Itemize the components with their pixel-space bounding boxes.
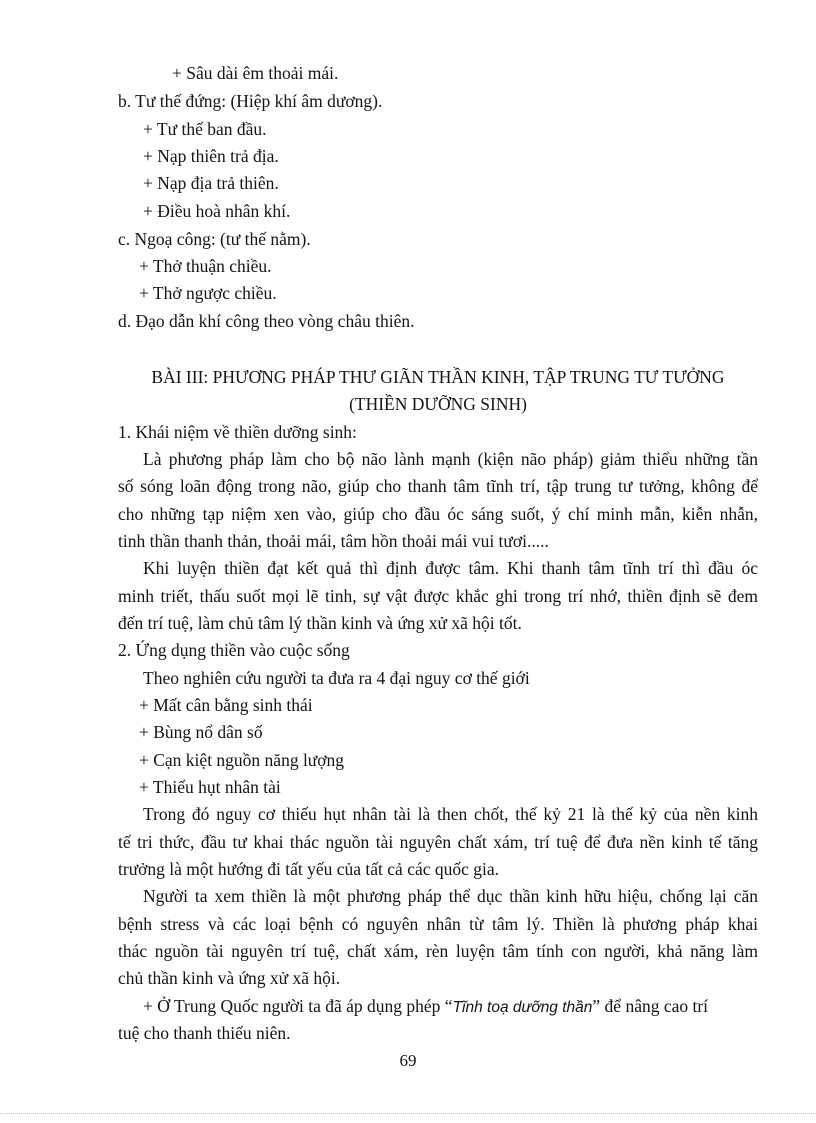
paragraph-line: cho những tạp niệm xen vào, giúp cho đầu óc sáng suốt, ý chí minh mẫn, kiễn nhẫn, xyxy=(118,504,758,524)
subsection-heading-c: c. Ngoạ công: (tư thế nằm). xyxy=(118,229,311,249)
paragraph-line: Là phương pháp làm cho bộ não lành mạnh (kiện não pháp) giảm thiểu những tần xyxy=(143,449,758,469)
section-heading-2: 2. Ứng dụng thiền vào cuộc sống xyxy=(118,640,350,660)
quoted-term: Tĩnh toạ dưỡng thần xyxy=(452,999,593,1016)
paragraph-line: minh triết, thấu suốt mọi lẽ tinh, sự vật được khắc ghi trong trí nhớ, thiền định sẽ đem xyxy=(118,586,758,606)
paragraph-line: Khi luyện thiền đạt kết quả thì định được tâm. Khi thanh tâm tĩnh trí thì đầu óc xyxy=(143,558,758,578)
list-item: + Thiếu hụt nhân tài xyxy=(139,777,281,797)
paragraph-line: chủ thần kinh và ứng xử xã hội. xyxy=(118,968,341,988)
list-item: + Thở ngược chiều. xyxy=(139,283,277,303)
subsection-heading-b: b. Tư thế đứng: (Hiệp khí âm dương). xyxy=(118,91,383,111)
paragraph-line: tuệ cho thanh thiếu niên. xyxy=(118,1023,291,1043)
list-item: + Nạp địa trả thiên. xyxy=(143,173,279,193)
lesson-title: BÀI III: PHƯƠNG PHÁP THƯ GIÃN THẦN KINH, TẬP TRUNG TƯ TƯỞNG xyxy=(151,367,725,387)
list-item: + Nạp thiên trả địa. xyxy=(143,146,279,166)
paragraph-line: đến trí tuệ, làm chủ tâm lý thần kinh và ứng xử xã hội tốt. xyxy=(118,613,522,633)
list-item: + Thở thuận chiều. xyxy=(139,256,272,276)
list-item: + Bùng nổ dân số xyxy=(139,722,263,742)
section-heading-1: 1. Khái niệm về thiền dưỡng sinh: xyxy=(118,422,357,442)
list-item: + Mất cân bằng sinh thái xyxy=(139,695,313,715)
paragraph-line: số sóng loãn động trong não, giúp cho thanh tâm tĩnh trí, tập trung tư tưởng, không để xyxy=(118,476,758,496)
page-number: 69 xyxy=(399,1051,417,1070)
list-item: + Điều hoà nhân khí. xyxy=(143,201,291,221)
subsection-heading-d: d. Đạo dẫn khí công theo vòng châu thiên. xyxy=(118,311,415,331)
paragraph-line: tinh thần thanh thản, thoải mái, tâm hồn thoải mái vui tươi..... xyxy=(118,531,549,551)
paragraph-line: thác nguồn tài nguyên trí tuệ, chất xám, rèn luyện tâm tính con người, khả năng làm xyxy=(118,941,758,961)
lesson-subtitle: (THIỀN DƯỠNG SINH) xyxy=(349,394,527,414)
list-item: + Tư thế ban đầu. xyxy=(143,119,267,139)
quote-prefix: + Ở Trung Quốc người ta đã áp dụng phép “ xyxy=(143,996,453,1016)
paragraph-line-with-quote xyxy=(143,995,708,1019)
list-item: + Sâu dài êm thoải mái. xyxy=(172,63,339,83)
paragraph-line: Trong đó nguy cơ thiếu hụt nhân tài là then chốt, thế kỷ 21 là thế kỷ của nền kinh xyxy=(143,804,758,824)
paragraph-line: bệnh stress và các loại bệnh có nguyên nhân từ tâm lý. Thiền là phương pháp khai xyxy=(118,914,758,934)
paragraph-line: tế tri thức, đầu tư khai thác nguồn tài nguyên chất xám, trí tuệ để đưa nền kinh tế tăng xyxy=(118,832,758,852)
page-bottom-divider xyxy=(0,1113,816,1114)
paragraph-line: Người ta xem thiền là một phương pháp thể dục thần kinh hữu hiệu, chống lại căn xyxy=(143,886,758,906)
paragraph-line: Theo nghiên cứu người ta đưa ra 4 đại nguy cơ thế giới xyxy=(143,668,530,688)
paragraph-line: trưởng là một hướng đi tất yếu của tất cả các quốc gia. xyxy=(118,859,500,879)
quote-suffix: ” để nâng cao trí xyxy=(592,996,709,1016)
list-item: + Cạn kiệt nguồn năng lượng xyxy=(139,750,345,770)
